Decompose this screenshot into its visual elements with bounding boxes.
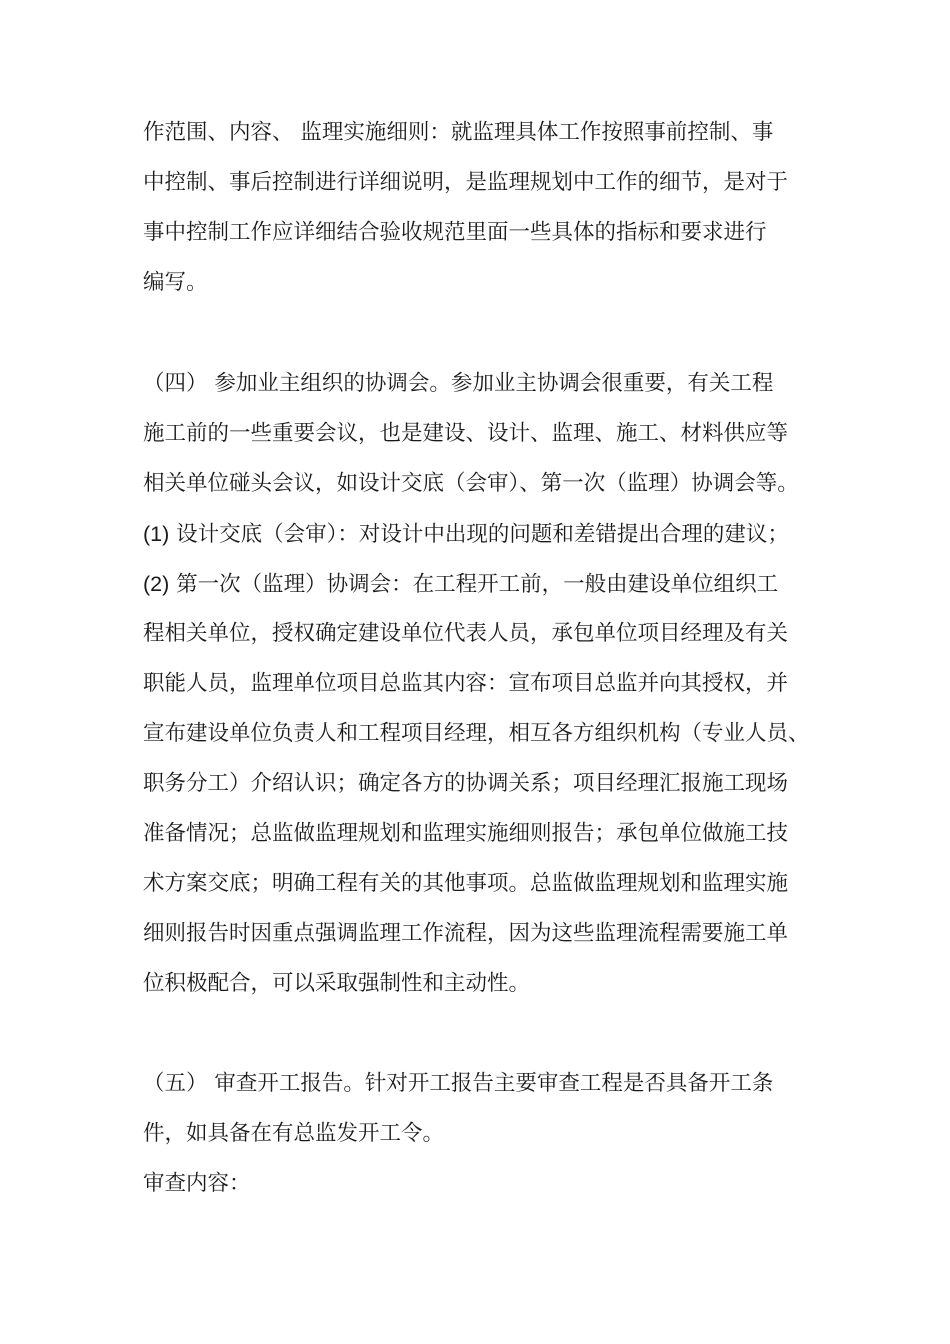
list-text: 第一次（监理）协调会：在工程开工前，一般由建设单位组织工 <box>176 572 779 597</box>
text-line: 施工前的一些重要会议，也是建设、设计、监理、施工、材料供应等 <box>143 421 789 446</box>
text-line: 作范围、内容、 监理实施细则：就监理具体工作按照事前控制、事 <box>143 120 774 145</box>
text-line: 程相关单位，授权确定建设单位代表人员，承包单位项目经理及有关 <box>143 621 789 646</box>
text-line: （四） 参加业主组织的协调会。参加业主协调会很重要，有关工程 <box>143 371 774 396</box>
list-item <box>143 517 789 551</box>
text-line: 件，如具备在有总监发开工令。 <box>143 1121 445 1146</box>
text-line: 相关单位碰头会议，如设计交底（会审）、第一次（监理）协调会等。 <box>143 471 799 496</box>
text-line: 编写。 <box>143 270 208 295</box>
text-line: （五） 审查开工报告。针对开工报告主要审查工程是否具备开工条 <box>143 1071 774 1096</box>
list-item <box>143 567 778 601</box>
text-line: 审查内容： <box>143 1171 251 1196</box>
text-line: 准备情况；总监做监理规划和监理实施细则报告；承包单位做施工技 <box>143 821 789 846</box>
list-number: (1) <box>143 522 170 546</box>
list-number: (2) <box>143 572 170 596</box>
text-line: 中控制、事后控制进行详细说明，是监理规划中工作的细节，是对于 <box>143 170 789 195</box>
text-line: 位积极配合，可以采取强制性和主动性。 <box>143 971 531 996</box>
text-line: 事中控制工作应详细结合验收规范里面一些具体的指标和要求进行 <box>143 220 767 245</box>
text-line: 职能人员，监理单位项目总监其内容：宣布项目总监并向其授权，并 <box>143 671 789 696</box>
text-line: 宣布建设单位负责人和工程项目经理，相互各方组织机构（专业人员、 <box>143 721 810 746</box>
list-text: 设计交底（会审）：对设计中出现的问题和差错提出合理的建议； <box>176 522 789 547</box>
text-line: 术方案交底；明确工程有关的其他事项。总监做监理规划和监理实施 <box>143 871 789 896</box>
text-line: 细则报告时因重点强调监理工作流程，因为这些监理流程需要施工单 <box>143 921 789 946</box>
text-line: 职务分工）介绍认识；确定各方的协调关系；项目经理汇报施工现场 <box>143 771 789 796</box>
